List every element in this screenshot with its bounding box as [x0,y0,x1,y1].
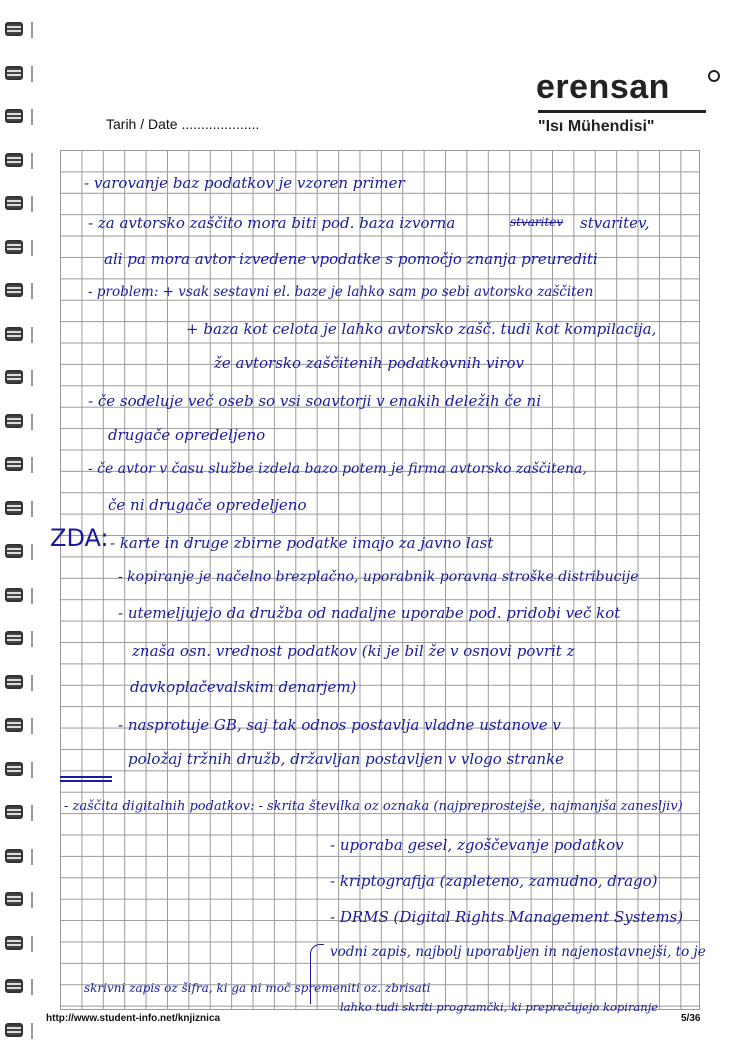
binding-ring [5,196,23,210]
note-line-7: - če sodeluje več oseb so vsi soavtorji v enakih deležih če ni [88,392,541,410]
logo-tagline: "Isı Mühendisi" [538,118,655,135]
footer-page-number: 5/36 [681,1013,701,1024]
binding-ring [5,675,23,689]
note-line-24: lahko tudi skriti programčki, ki preprečujejo kopiranje [340,1000,659,1014]
binding-ring [5,762,23,776]
note-line-22: vodni zapis, najbolj uporabljen in najenostavnejši, to je [330,944,706,960]
binding-ring [5,22,23,36]
note-line-12: - kopiranje je načelno brezplačno, uporabnik poravna stroške distribucije [118,569,639,585]
binding-ring [5,718,23,732]
note-line-15: davkoplačevalskim denarjem) [130,678,357,696]
note-line-18: - zaščita digitalnih podatkov: - skrita številka oz oznaka (najpreprostejše, najmanjša zanesljiv) [64,799,683,814]
binding-ring [5,631,23,645]
binding-ring [5,1023,23,1037]
note-line-9: - če avtor v času službe izdela bazo potem je firma avtorsko zaščitena, [88,461,587,477]
note-line-11: - karte in druge zbirne podatke imajo za javno last [110,534,494,552]
binding-ring [5,240,23,254]
note-line-13: - utemeljujejo da družba od nadaljne uporabe pod. pridobi več kot [118,604,621,622]
binding-ring [5,936,23,950]
footer-url: http://www.student-info.net/knjiznica [46,1013,221,1024]
note-line-8: drugače opredeljeno [108,426,266,444]
binding-ring [5,283,23,297]
note-line-23: skrivni zapis oz šifra, ki ga ni moč spremeniti oz. zbrisati [84,981,431,995]
binding-ring [5,414,23,428]
note-line-2b: stvaritev, [580,214,650,232]
date-label: Tarih / Date .................... [106,116,260,132]
erensan-logo [536,68,726,142]
binding-ring [5,501,23,515]
note-line-1: - varovanje baz podatkov je vzoren primer [84,174,405,192]
note-line-3: ali pa mora avtor izvedene vpodatke s pomočjo znanja preurediti [104,250,598,268]
binding-ring [5,805,23,819]
binding-ring [5,892,23,906]
binding-ring [5,457,23,471]
note-line-20: - kriptografija (zapleteno, zamudno, drago) [330,872,658,890]
spiral-binding [0,0,40,1061]
binding-ring [5,153,23,167]
note-line-2-struck: stvaritev [510,215,564,229]
note-line-6: že avtorsko zaščitenih podatkovnih virov [214,354,524,372]
note-line-19: - uporaba gesel, zgoščevanje podatkov [330,836,624,854]
binding-ring [5,370,23,384]
note-line-2a: - za avtorsko zaščito mora biti pod. baza izvorna [88,214,456,232]
note-line-21: - DRMS (Digital Rights Management Systems) [330,908,684,926]
binding-ring [5,66,23,80]
note-line-16: - nasprotuje GB, saj tak odnos postavlja vladne ustanove v [118,716,561,734]
note-line-14: znaša osn. vrednost podatkov (ki je bil že v osnovi povrit z [132,642,575,660]
note-line-17: položaj tržnih družb, državljan postavljen v vlogo stranke [128,750,565,768]
logo-word: erensan [536,68,670,106]
logo-degree-circle [708,70,720,82]
double-rule-bottom [60,780,112,782]
binding-ring [5,979,23,993]
double-rule-top [60,776,112,778]
binding-ring [5,109,23,123]
note-line-10: če ni drugače opredeljeno [108,496,307,514]
binding-ring [5,544,23,558]
binding-ring [5,327,23,341]
note-line-4: - problem: + vsak sestavni el. baze je lahko sam po sebi avtorsko zaščiten [88,284,594,300]
logo-underline [538,110,706,113]
bracket-arrow [310,944,324,1004]
binding-ring [5,849,23,863]
binding-ring [5,588,23,602]
note-line-5: + baza kot celota je lahko avtorsko zašč. tudi kot kompilacija, [186,320,657,338]
zda-heading: ZDA: [50,524,109,552]
